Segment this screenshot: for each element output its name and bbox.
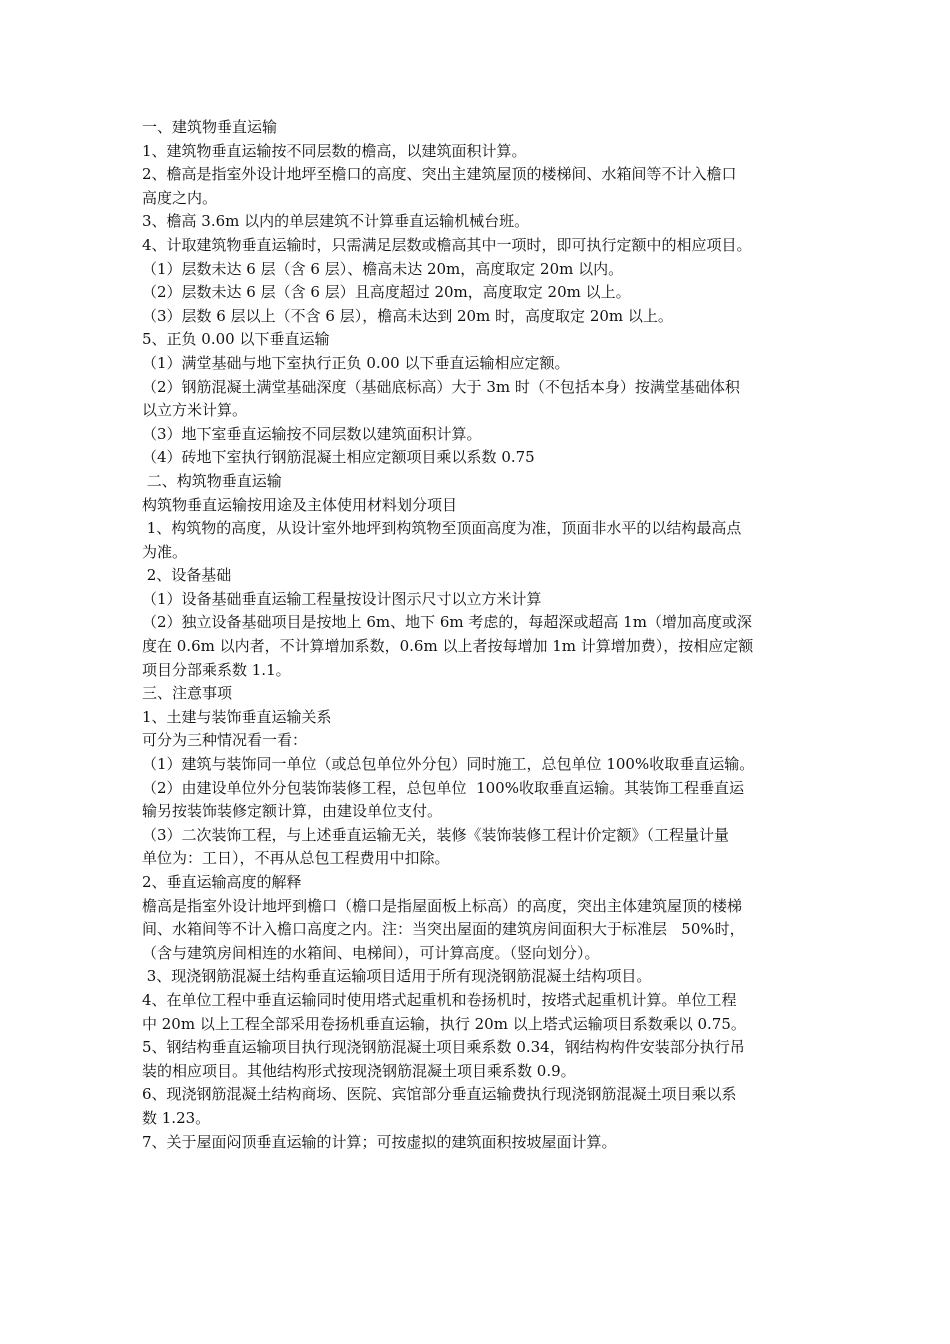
text-line: 二、构筑物垂直运输 [142,471,282,490]
text-line: 5、钢结构垂直运输项目执行现浇钢筋混凝土项目乘系数 0.34，钢结构构件安装部分执行吊 [142,1038,745,1057]
text-line: 数 1.23。 [142,1108,211,1127]
text-line: 间、水箱间等不计入檐口高度之内。注：当突出屋面的建筑房间面积大于标准层 50%时， [142,920,745,939]
text-line: 为准。 [142,542,188,561]
text-line: 4、在单位工程中垂直运输同时使用塔式起重机和卷扬机时，按塔式起重机计算。单位工程 [142,990,737,1009]
text-line: （1）满堂基础与地下室执行正负 0.00 以下垂直运输相应定额。 [142,353,570,372]
text-line: 中 20m 以上工程全部采用卷扬机垂直运输，执行 20m 以上塔式运输项目系数乘以 0.75。 [142,1014,746,1033]
text-line: 单位为：工日），不再从总包工程费用中扣除。 [142,849,450,868]
text-line: 装的相应项目。其他结构形式按现浇钢筋混凝土项目乘系数 0.9。 [142,1061,576,1080]
text-line: 构筑物垂直运输按用途及主体使用材料划分项目 [142,495,458,514]
text-line: 4、计取建筑物垂直运输时，只需满足层数或檐高其中一项时，即可执行定额中的相应项目。 [142,235,752,254]
text-line: （3）层数 6 层以上（不含 6 层），檐高未达到 20m 时，高度取定 20m 以上。 [142,306,673,325]
text-line: 5、正负 0.00 以下垂直运输 [142,330,330,349]
text-line: （2）由建设单位外分包装饰装修工程，总包单位 100%收取垂直运输。其装饰工程垂直运 [142,778,744,797]
text-line: （1）设备基础垂直运输工程量按设计图示尺寸以立方米计算 [142,589,542,608]
text-line: 输另按装饰装修定额计算，由建设单位支付。 [142,802,443,821]
text-line: 檐高是指室外设计地坪到檐口（檐口是指屋面板上标高）的高度，突出主体建筑屋顶的楼梯 [142,896,743,915]
text-line: 2、设备基础 [142,566,232,585]
text-line: （2）独立设备基础项目是按地上 6m、地下 6m 考虑的，每超深或超高 1m（增加高度或深 [142,613,752,632]
text-line: 1、建筑物垂直运输按不同层数的檐高，以建筑面积计算。 [142,141,527,160]
text-line: 3、现浇钢筋混凝土结构垂直运输项目适用于所有现浇钢筋混凝土结构项目。 [142,967,652,986]
text-line: 一、建筑物垂直运输 [142,118,278,136]
text-line: 2、檐高是指室外设计地坪至檐口的高度、突出主建筑屋顶的楼梯间、水箱间等不计入檐口 [142,165,737,184]
text-line: （2）层数未达 6 层（含 6 层）且高度超过 20m，高度取定 20m 以上。 [142,283,631,302]
text-line: 1、构筑物的高度，从设计室外地坪到构筑物至顶面高度为准，顶面非水平的以结构最高点 [142,519,742,538]
text-line: 2、垂直运输高度的解释 [142,873,302,891]
text-line: （3）地下室垂直运输按不同层数以建筑面积计算。 [142,424,482,443]
text-line: （1）层数未达 6 层（含 6 层）、檐高未达 20m，高度取定 20m 以内。 [142,259,624,278]
text-line: 3、檐高 3.6m 以内的单层建筑不计算垂直运输机械台班。 [142,212,530,231]
text-line: 项目分部乘系数 1.1。 [142,660,291,679]
text-line: 三、注意事项 [142,684,233,703]
text-line: 度在 0.6m 以内者，不计算增加系数，0.6m 以上者按每增加 1m 计算增加费），按相应定额 [142,637,754,656]
text-line: 1、土建与装饰垂直运输关系 [142,707,332,726]
text-line: （4）砖地下室执行钢筋混凝土相应定额项目乘以系数 0.75 [142,448,535,467]
document-body [142,116,812,1154]
text-line: 6、现浇钢筋混凝土结构商场、医院、宾馆部分垂直运输费执行现浇钢筋混凝土项目乘以系 [142,1085,737,1104]
text-line: 高度之内。 [142,188,218,207]
text-line: （3）二次装饰工程，与上述垂直运输无关，装修《装饰装修工程计价定额》（工程量计量 [142,825,730,844]
text-line: 可分为三种情况看一看： [142,731,308,750]
text-line: 以立方米计算。 [142,401,248,420]
text-line: 7、关于屋面闷顶垂直运输的计算；可按虚拟的建筑面积按坡屋面计算。 [142,1132,617,1151]
text-line: （含与建筑房间相连的水箱间、电梯间），可计算高度。（竖向划分）。 [142,943,600,962]
text-line: （1）建筑与装饰同一单位（或总包单位外分包）同时施工，总包单位 100%收取垂直运输。 [142,755,755,774]
text-line: （2）钢筋混凝土满堂基础深度（基础底标高）大于 3m 时（不包括本身）按满堂基础体积 [142,377,740,396]
